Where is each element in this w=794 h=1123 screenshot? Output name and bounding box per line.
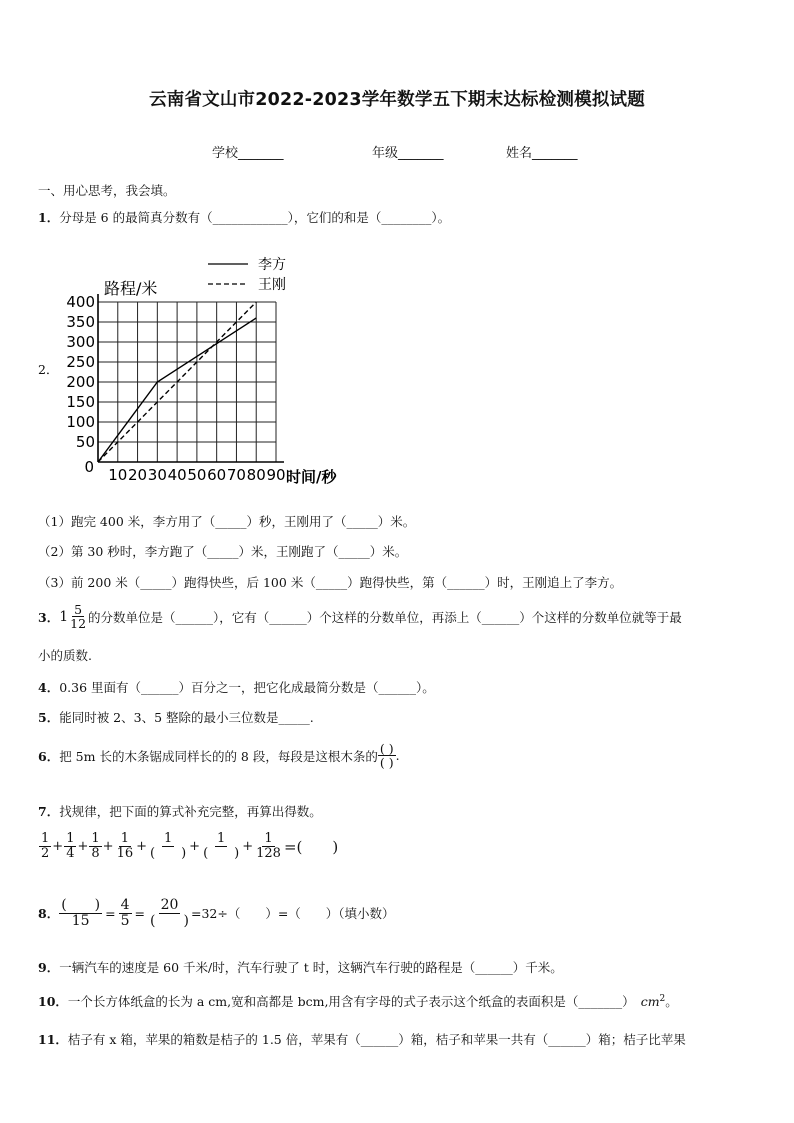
question-number: 5． — [38, 710, 60, 725]
plus-sign: + — [136, 838, 148, 854]
unit: cm — [640, 994, 660, 1009]
fraction-2: $\frac{4}{5}$ — [120, 897, 130, 929]
question-number: 1． — [38, 210, 60, 225]
question-11 — [38, 1030, 686, 1048]
plus-sign: + — [189, 838, 201, 854]
question-number: 7． — [38, 804, 60, 819]
x-tick-label: 10 — [108, 466, 128, 484]
distance-time-chart — [66, 250, 380, 490]
question-2-sub-3: （3）前 200 米（_____）跑得快些，后 100 米（_____）跑得快些，第（______）时，王刚追上了李方。 — [38, 575, 623, 590]
x-tick-label: 80 — [246, 466, 266, 484]
series-term: $\frac{1}{2}$ — [41, 831, 50, 861]
period: . — [395, 748, 400, 764]
question-2-sub-1: （1）跑完 400 米，李方用了（_____）秒，王刚用了（_____）米。 — [38, 514, 416, 529]
blank-fraction — [378, 742, 396, 769]
x-tick-label: 90 — [266, 466, 286, 484]
y-tick-label: 350 — [66, 313, 95, 331]
plus-sign: + — [102, 838, 114, 854]
question-text: 找规律，把下面的算式补充完整，再算出得数。 — [59, 804, 322, 819]
series-term: $\frac{1}{128}$ — [256, 831, 281, 861]
y-tick-label: 150 — [66, 393, 95, 411]
question-3 — [38, 603, 682, 630]
question-text: 能同时被 2、3、5 整除的最小三位数是_____. — [59, 710, 314, 725]
series-term: $\frac{1}{4}$ — [66, 831, 75, 861]
question-number: 9． — [38, 960, 60, 975]
question-5 — [38, 708, 314, 726]
x-tick-label: 40 — [167, 466, 187, 484]
question-number: 3． — [38, 609, 60, 625]
legend-label: 王刚 — [258, 277, 286, 293]
series-term-blank: $\frac{1}{( )}$ — [203, 831, 240, 861]
question-number: 6． — [38, 748, 60, 764]
question-text: 一辆汽车的速度是 60 千米/时，汽车行驶了 t 时，这辆汽车行驶的路程是（______）千米。 — [59, 960, 563, 975]
equals-answer: =( ) — [283, 837, 339, 856]
x-tick-label: 70 — [226, 466, 246, 484]
question-1 — [38, 208, 450, 226]
question-10 — [38, 992, 678, 1010]
plus-sign: + — [242, 838, 254, 854]
origin-label: 0 — [84, 458, 94, 476]
question-text: 把 5m 长的木条锯成同样长的的 8 段，每段是这根木条的 — [59, 748, 378, 764]
question-text: 一个长方体纸盒的长为 a cm,宽和高都是 bcm,用含有字母的式子表示这个纸盒的表面积是（_______） — [67, 994, 635, 1009]
question-text: 的分数单位是（______），它有（______）个这样的分数单位，再添上（______）个这样的分数单位就等于最 — [88, 609, 682, 625]
question-9 — [38, 958, 563, 976]
fraction-1: $\frac{( )}{15}$ — [61, 897, 101, 929]
denominator: 12 — [70, 616, 87, 632]
question-number: 10． — [38, 994, 68, 1009]
question-text: 桔子有 x 箱，苹果的箱数是桔子的 1.5 倍，苹果有（______）箱，桔子和苹果一共有（______）箱；桔子比苹果 — [67, 1032, 686, 1047]
fraction-series — [38, 832, 338, 860]
y-tick-label: 200 — [66, 373, 95, 391]
series-term-blank: $\frac{1}{( )}$ — [150, 831, 187, 861]
section-heading: 一、用心思考，我会填。 — [38, 183, 176, 198]
question-4 — [38, 678, 435, 696]
y-tick-label: 100 — [66, 413, 95, 431]
fraction-3: $\frac{20}{( )}$ — [150, 897, 189, 929]
x-tick-label: 50 — [187, 466, 207, 484]
y-axis-label: 路程/米 — [104, 279, 158, 298]
question-text: 0.36 里面有（______）百分之一，把它化成最简分数是（______）。 — [59, 680, 435, 695]
equals-sign: = — [105, 905, 116, 921]
chart-grid — [98, 302, 276, 462]
numerator: ( ) — [379, 741, 394, 756]
unit-exponent: 2 — [659, 993, 666, 1004]
plus-sign: + — [52, 838, 64, 854]
y-tick-label: 250 — [66, 353, 95, 371]
equals-sign: = — [134, 905, 146, 921]
x-tick-label: 20 — [128, 466, 148, 484]
plus-sign: + — [77, 838, 89, 854]
series-term: $\frac{1}{16}$ — [116, 831, 134, 861]
series-term: $\frac{1}{8}$ — [91, 831, 100, 861]
question-2-number: 2． — [38, 362, 59, 377]
page-title: 云南省文山市2022-2023学年数学五下期末达标检测模拟试题 — [149, 90, 645, 110]
y-tick-label: 400 — [66, 293, 95, 311]
chart-legend — [208, 256, 286, 293]
y-tick-label: 50 — [75, 433, 95, 451]
school-field[interactable]: 学校_______ — [212, 146, 284, 161]
question-6 — [38, 742, 400, 769]
numerator: 5 — [74, 602, 83, 617]
mixed-number-whole: 1 — [59, 608, 69, 625]
question-text: =32÷（ ）=（ ）（填小数） — [190, 906, 395, 922]
mixed-number-fraction — [68, 603, 88, 630]
question-number: 4． — [38, 680, 60, 695]
y-tick-label: 300 — [66, 333, 95, 351]
question-8 — [38, 898, 395, 928]
question-number: 8． — [38, 906, 60, 922]
question-2-sub-2: （2）第 30 秒时，李方跑了（_____）米，王刚跑了（_____）米。 — [38, 544, 408, 559]
name-field[interactable]: 姓名_______ — [506, 146, 578, 161]
question-text: 分母是 6 的最简真分数有（____________），它们的和是（________）。 — [59, 210, 451, 225]
question-7 — [38, 802, 322, 820]
question-number: 11． — [38, 1032, 68, 1047]
x-tick-label: 60 — [207, 466, 227, 484]
question-3-continued: 小的质数. — [38, 648, 92, 663]
legend-label: 李方 — [258, 257, 286, 273]
x-tick-label: 30 — [147, 466, 167, 484]
grade-field[interactable]: 年级_______ — [372, 146, 444, 161]
x-axis-label: 时间/秒 — [286, 468, 337, 486]
period: 。 — [665, 994, 678, 1009]
denominator: ( ) — [379, 755, 394, 771]
